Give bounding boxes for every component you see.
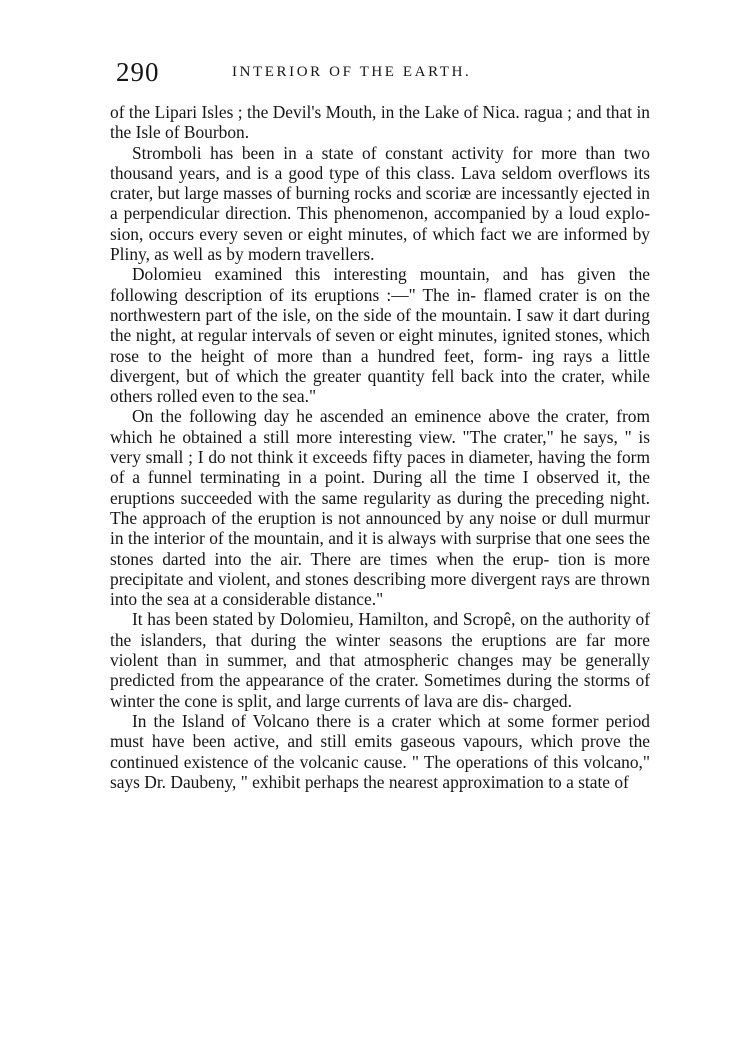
paragraph-stromboli: Stromboli has been in a state of constant activity for more than two thousand years, and is a good type of this class. Lava seldom overflows its crater, but large masses of burning rocks and scoriæ are incessantly ejected in a perpendicular direction. This phenomenon, accompanied by a loud explo- sion, occurs every seven or eight minutes, of which fact we are informed by Pliny, as well as by modern travellers. xyxy=(110,142,650,265)
paragraph-winter-eruptions: It has been stated by Dolomieu, Hamilton, and Scropê, on the authority of the islanders, that during the winter seasons the eruptions are far more violent than in summer, and that atmospheric changes may be generally predicted from the appearance of the crater. Sometimes during the storms of winter the cone is split, and large currents of lava are dis- charged. xyxy=(110,609,650,711)
paragraph-island-of-volcano: In the Island of Volcano there is a crater which at some former period must have been active, and still emits gaseous vapours, which prove the continued existence of the volcanic cause. " The operations of this volcano," says Dr. Daubeny, " exhibit perhaps the nearest approximation to a state of xyxy=(110,710,650,792)
body-text xyxy=(110,102,650,792)
running-title: INTERIOR OF THE EARTH. xyxy=(232,64,472,80)
running-head xyxy=(110,57,650,87)
paragraph-dolomieu-description: Dolomieu examined this interesting mountain, and has given the following description of its eruptions :—" The in- flamed crater is on the northwestern part of the isle, on the side of the mountain. I saw it dart during the night, at regular intervals of seven or eight minutes, ignited stones, which rose to the height of more than a hundred feet, form- ing rays a little divergent, but of which the greater quantity fell back into the crater, while others rolled even to the sea." xyxy=(110,264,650,407)
paragraph-following-day: On the following day he ascended an eminence above the crater, from which he obtained a still more interesting view. "The crater," he says, " is very small ; I do not think it exceeds fifty paces in diameter, having the form of a funnel terminating in a point. During all the time I observed it, the eruptions succeeded with the same regularity as during the preceding night. The approach of the eruption is not announced by any noise or dull murmur in the interior of the mountain, and it is always with surprise that one sees the stones darted into the air. There are times when the erup- tion is more precipitate and violent, and stones describing more divergent rays are thrown into the sea at a considerable distance." xyxy=(110,406,650,610)
paragraph-continued: of the Lipari Isles ; the Devil's Mouth, in the Lake of Nica. ragua ; and that in the Isle of Bourbon. xyxy=(110,102,650,143)
page-number: 290 xyxy=(116,57,160,87)
